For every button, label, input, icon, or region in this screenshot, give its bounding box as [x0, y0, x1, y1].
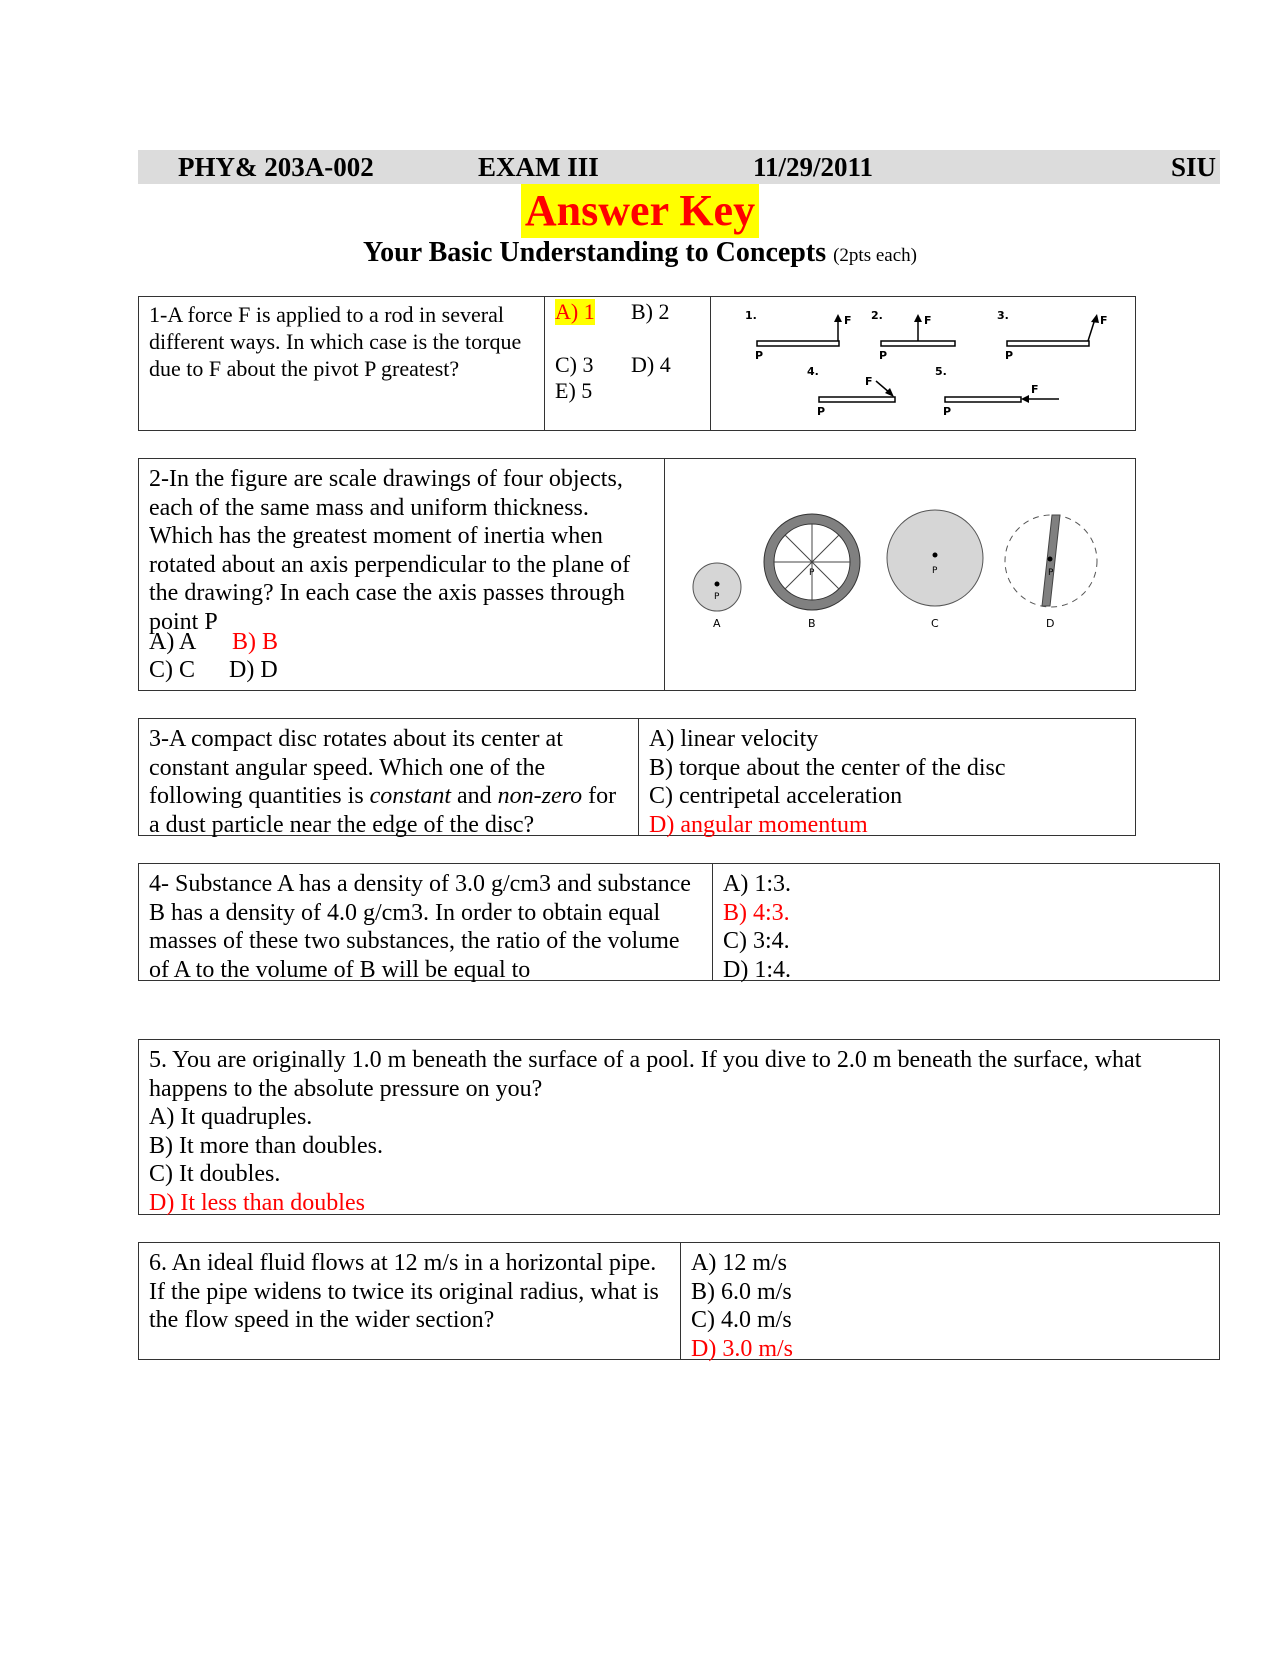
- q4-option-a: A) 1:3.: [723, 871, 791, 897]
- rod-2: [881, 341, 955, 346]
- fig1-number: 1.: [745, 309, 757, 322]
- q1-figure: [711, 297, 1135, 430]
- question-1: [138, 296, 1136, 431]
- fig3-pivot-label: P: [1005, 349, 1014, 362]
- question-4: [138, 863, 1220, 981]
- q2-figure: [665, 459, 1135, 690]
- q5-option-c: C) It doubles.: [149, 1161, 281, 1187]
- q3-text-and: and: [450, 783, 498, 809]
- fig3-number: 3.: [997, 309, 1009, 322]
- q6-text: 6. An ideal fluid flows at 12 m/s in a horizontal pipe. If the pipe widens to twice its original radius, what is the flow speed in the wider section?: [139, 1243, 681, 1359]
- object-d-pivot-label: P: [1048, 568, 1054, 578]
- q1-text: 1-A force F is applied to a rod in several different ways. In which case is the torque due to F about the pivot P greatest?: [139, 297, 545, 430]
- q6-option-b: B) 6.0 m/s: [691, 1278, 792, 1305]
- course-code: PHY& 203A-002: [178, 152, 374, 182]
- subtitle-text: Your Basic Understanding to Concepts: [363, 237, 827, 268]
- q5-option-a: A) It quadruples.: [149, 1104, 313, 1130]
- q2-text-cell: [139, 459, 665, 690]
- q2-option-c: C) C: [149, 657, 196, 683]
- arrowhead-1: [834, 314, 842, 322]
- q3-emphasis-nonzero: non-zero: [497, 783, 583, 809]
- q1-option-b: B) 2: [631, 299, 670, 324]
- q5-option-b: B) It more than doubles.: [149, 1132, 383, 1159]
- fig4-pivot-label: P: [817, 405, 826, 418]
- q3-option-a: A) linear velocity: [649, 726, 819, 752]
- fig4-number: 4.: [807, 365, 819, 378]
- section-subtitle: [0, 237, 1280, 269]
- q3-text-end: for a dust particle near the edge of the disc?: [149, 783, 617, 838]
- q3-text: [139, 719, 639, 838]
- inertia-objects-diagram: [665, 459, 1135, 689]
- q4-text: 4- Substance A has a density of 3.0 g/cm3 and substance B has a density of 4.0 g/cm3. In order to obtain equal masses of these two substances, the ratio of the volume of A to the volume of B will be equal to: [139, 864, 713, 980]
- question-3: [138, 718, 1136, 836]
- q2-option-a: A) A: [149, 629, 197, 655]
- page-title: Answer Key: [521, 184, 759, 238]
- school-name: SIU: [1170, 152, 1216, 182]
- subtitle-note: (2pts each): [833, 245, 917, 266]
- fig5-pivot-label: P: [943, 405, 952, 418]
- fig4-force-label: F: [865, 375, 873, 388]
- q5-content: [139, 1040, 1219, 1223]
- q1-option-d: D) 4: [631, 352, 671, 377]
- rod-5: [945, 397, 1021, 402]
- exam-name: EXAM III: [478, 152, 599, 182]
- q3-options: [639, 719, 1135, 838]
- q3-option-c: C) centripetal acceleration: [649, 783, 903, 809]
- arrowhead-3: [1091, 314, 1099, 323]
- fig1-force-label: F: [844, 314, 852, 327]
- object-a-pivot: [715, 582, 720, 587]
- arrowhead-2: [914, 314, 922, 322]
- question-5: [138, 1039, 1220, 1215]
- fig1-pivot-label: P: [755, 349, 764, 362]
- exam-header: [138, 150, 1220, 184]
- q2-option-b: B) B: [232, 629, 279, 655]
- q3-option-b: B) torque about the center of the disc: [649, 754, 1006, 781]
- object-d-label: D: [1046, 617, 1055, 630]
- object-b-spokes: [774, 524, 850, 600]
- q6-option-c: C) 4.0 m/s: [691, 1307, 792, 1333]
- q3-text-part: 3-A compact disc rotates about its center at constant angular speed. Which one of the following quantities is: [149, 726, 563, 809]
- q6-option-a: A) 12 m/s: [691, 1250, 787, 1276]
- object-b-label: B: [808, 617, 816, 630]
- q2-text: 2-In the figure are scale drawings of four objects, each of the same mass and uniform thickness. Which has the greatest moment of inertia when rotated about an axis perpendicular to the plane of the drawing? In each case the axis passes through point P: [149, 466, 631, 635]
- q6-options: [681, 1243, 1219, 1362]
- object-c-label: C: [931, 617, 939, 630]
- q3-emphasis-constant: constant: [369, 783, 451, 809]
- q1-option-c: C) 3: [555, 352, 594, 377]
- object-c-pivot-label: P: [932, 566, 938, 576]
- fig2-force-label: F: [924, 314, 932, 327]
- q6-option-d: D) 3.0 m/s: [691, 1335, 793, 1362]
- rod-4: [819, 397, 895, 402]
- object-a-disc: [693, 563, 741, 611]
- object-d-pivot: [1048, 557, 1053, 562]
- q3-option-d: D) angular momentum: [649, 811, 868, 838]
- object-b-pivot-label: P: [809, 568, 815, 578]
- object-c-disc: [887, 510, 983, 606]
- q2-option-d: D) D: [229, 657, 278, 683]
- object-a-label: A: [713, 617, 721, 630]
- q4-option-c: C) 3:4.: [723, 928, 790, 954]
- exam-date: 11/29/2011: [753, 152, 874, 182]
- q1-option-e: E) 5: [555, 378, 593, 403]
- q4-option-b: B) 4:3.: [723, 899, 790, 926]
- q4-options: [713, 864, 1219, 983]
- q4-option-d: D) 1:4.: [723, 956, 791, 983]
- question-6: [138, 1242, 1220, 1360]
- object-a-pivot-label: P: [714, 592, 720, 602]
- fig5-number: 5.: [935, 365, 947, 378]
- fig3-force-label: F: [1100, 314, 1108, 327]
- object-c-pivot: [933, 553, 938, 558]
- q5-option-d: D) It less than doubles: [149, 1189, 365, 1216]
- fig5-force-label: F: [1031, 383, 1039, 396]
- q5-text: 5. You are originally 1.0 m beneath the surface of a pool. If you dive to 2.0 m beneath the surface, what happens to the absolute pressure on you?: [149, 1047, 1142, 1102]
- fig2-number: 2.: [871, 309, 883, 322]
- rod-3: [1007, 341, 1089, 346]
- arrowhead-5: [1021, 395, 1029, 403]
- question-2: [138, 458, 1136, 691]
- title-wrap: [0, 184, 1280, 238]
- q1-option-a: A) 1: [555, 299, 595, 324]
- q1-options: [545, 297, 711, 430]
- rod-1: [757, 341, 839, 346]
- fig2-pivot-label: P: [879, 349, 888, 362]
- rod-force-diagram: [711, 297, 1135, 429]
